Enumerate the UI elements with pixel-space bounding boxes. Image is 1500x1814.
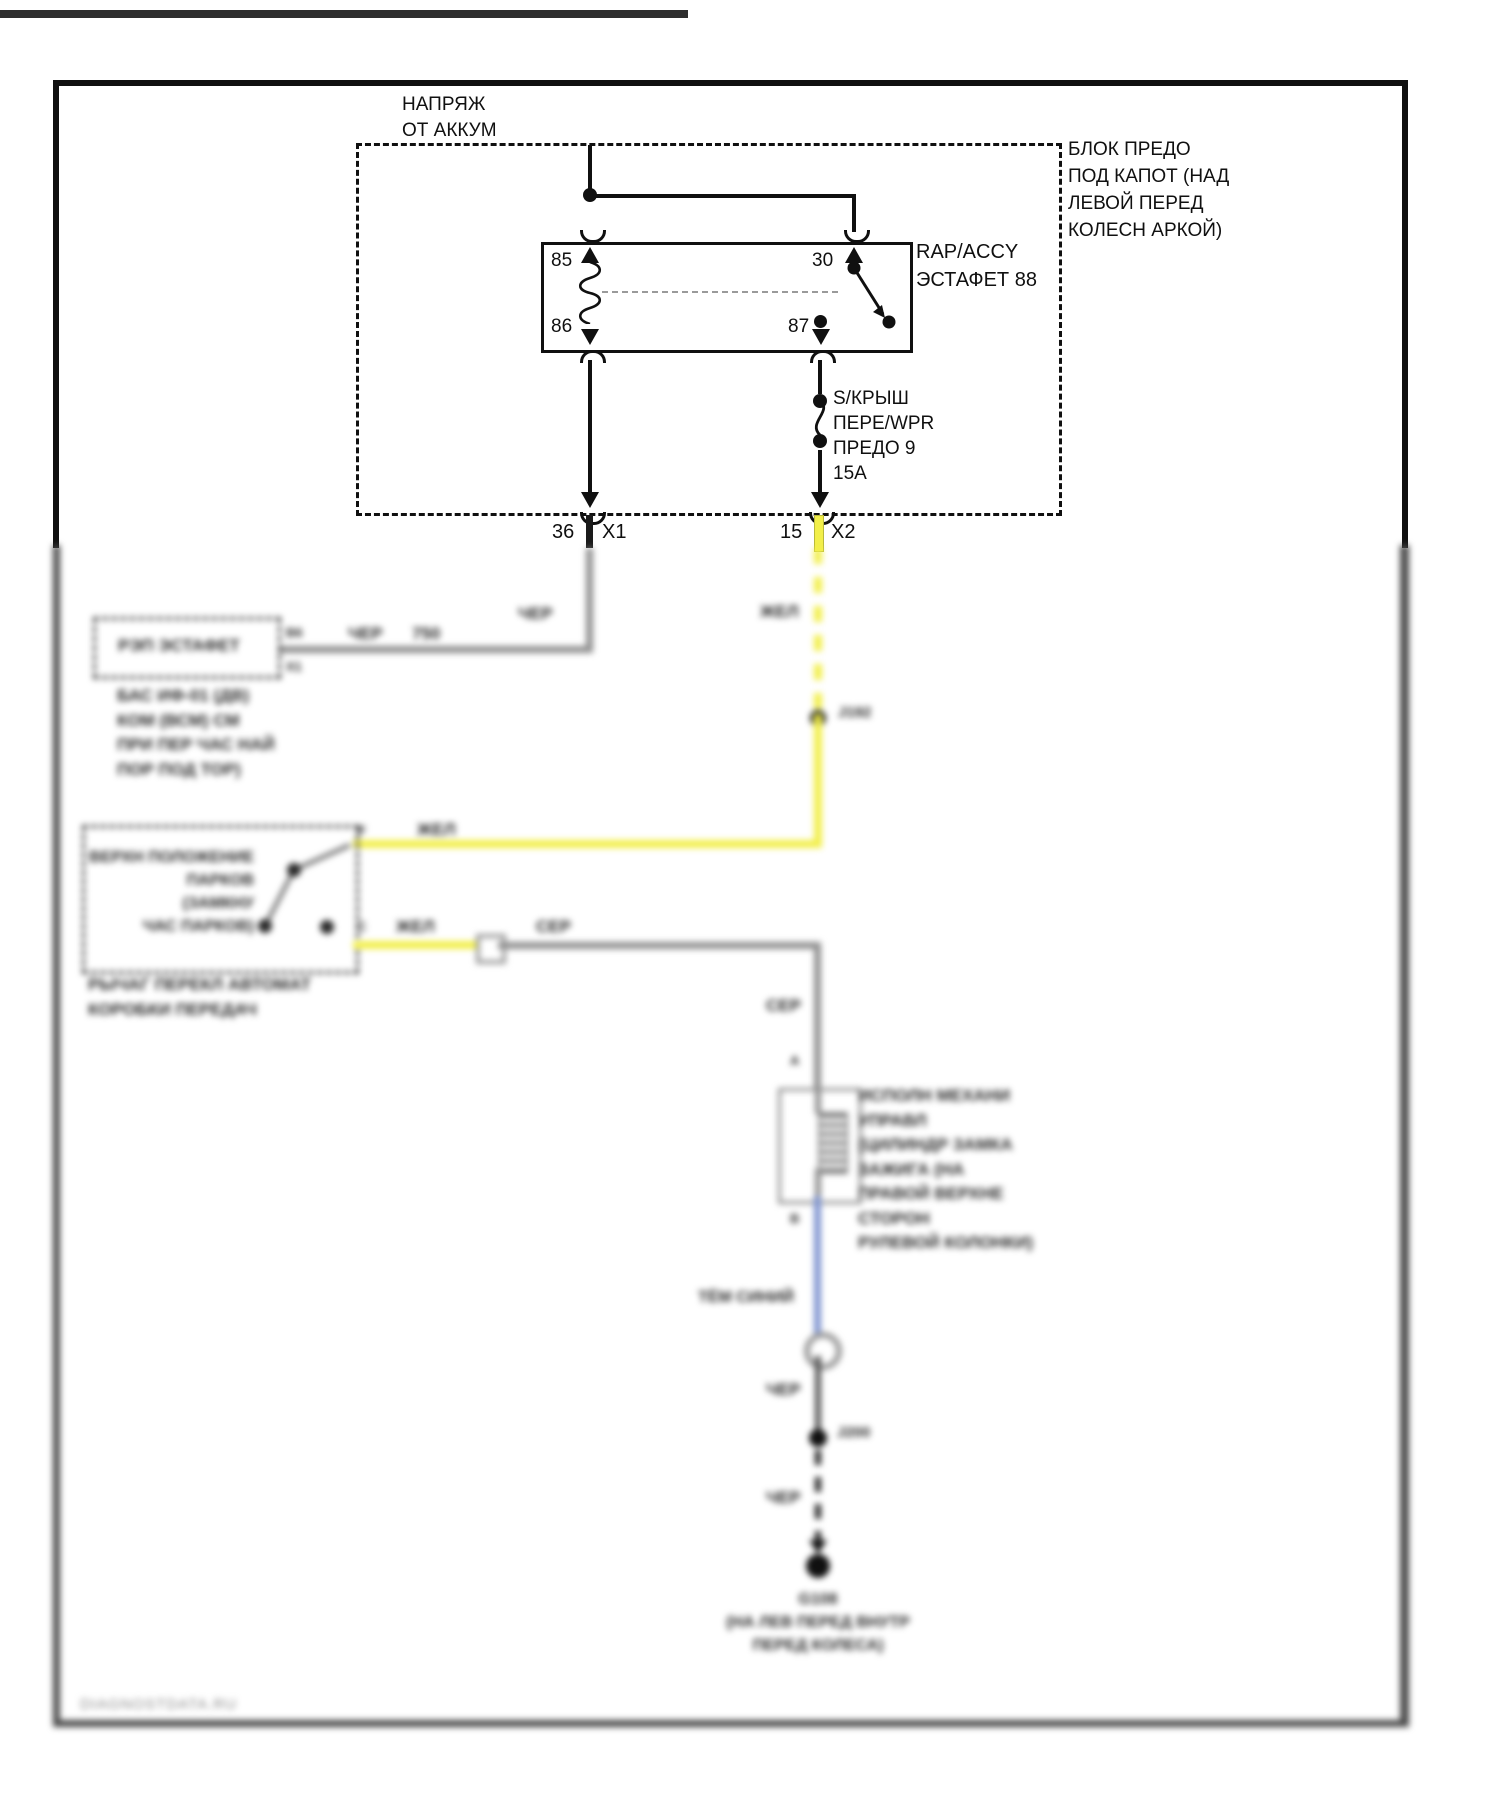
watermark: DIAGNOSTDATA.RU bbox=[80, 1696, 237, 1713]
x1-gray-wire-horizontal bbox=[278, 646, 593, 653]
ground-terminal-icon bbox=[806, 1554, 830, 1578]
ground-caption: G108 (НА ЛЕВ ПЕРЕД ВНУТР ПЕРЕД КОЛЕСА) bbox=[726, 1591, 910, 1654]
lock-cylinder-inner-wire-bottom bbox=[815, 1168, 821, 1198]
relay-pin-87: 87 bbox=[788, 316, 810, 337]
voltage-from-battery-label: НАПРЯЖ ОТ АККУМ bbox=[402, 94, 497, 141]
black-wire-upper bbox=[815, 1356, 821, 1432]
inline-connector-ring-icon bbox=[804, 1332, 842, 1370]
wire-color-label-cher-3: ЧЕР bbox=[766, 1380, 801, 1399]
x2-yellow-wire-solid bbox=[814, 714, 822, 848]
switch-pin-bottom: C bbox=[357, 919, 367, 934]
rap-reference-caption: БАС ИФ-01 (ДВ) КОМ (ВСМ) СМ ПРИ ПЕР ЧАС НАЙ ПОР ПОД ТОР) bbox=[117, 686, 275, 779]
switch-pin-top: F bbox=[358, 823, 366, 838]
wire-color-label-zhel-3: ЖЕЛ bbox=[396, 917, 435, 936]
wire-color-label-blue: ТЁМ СИНИЙ bbox=[698, 1289, 794, 1306]
x1-pin-number: 36 bbox=[552, 521, 575, 543]
gear-switch-inner-label: ВЕРХН ПОЛОЖЕНИЕ ПАРКОВ (ЗАМКНУ ЧАС ПАРКОВ) bbox=[89, 849, 254, 935]
frame-bottom-border bbox=[53, 1720, 1409, 1727]
black-wire-dashed bbox=[815, 1450, 821, 1550]
wire-color-label-cher-2: ЧЕР bbox=[348, 624, 383, 643]
fuse-label: S/КРЫШ ПЕРЕ/WPR ПРЕДО 9 15A bbox=[833, 388, 935, 484]
wire-color-label-zhel-2: ЖЕЛ bbox=[417, 820, 456, 839]
rap-reference-pin-top: B6 bbox=[286, 625, 303, 640]
fuse-block-label: БЛОК ПРЕДО ПОД КАПОТ (НАД ЛЕВОЙ ПЕРЕД КОЛЕСН АРКОЙ) bbox=[1068, 139, 1230, 241]
lock-cylinder-caption: ИСПОЛН МЕХАНИ УПРАВЛ (ЦИЛИНДР ЗАМКА ЗАЖИГА (НА ПРАВОЙ ВЕРХНЕ СТОРОН РУЛЕВОЙ КОЛОНКИ) bbox=[858, 1086, 1034, 1252]
x2-connector-name: X2 bbox=[831, 521, 856, 543]
wire-color-label-ser-2: СЕР bbox=[766, 996, 801, 1015]
relay-pin-86: 86 bbox=[551, 316, 573, 337]
relay-pin-30: 30 bbox=[812, 250, 834, 271]
frame-right-border-bottom bbox=[1400, 545, 1409, 1727]
blue-wire bbox=[814, 1196, 821, 1340]
rap-relay-reference-label: РЭП ЭСТАФЕТ bbox=[118, 636, 240, 655]
relay-pin-85: 85 bbox=[551, 250, 573, 271]
gear-switch-caption: РЫЧАГ ПЕРЕКЛ АВТОМАТ КОРОБКИ ПЕРЕДАЧ bbox=[88, 975, 311, 1019]
x2-yellow-wire-dashed bbox=[814, 548, 822, 712]
wire-color-label-cher-4: ЧЕР bbox=[766, 1488, 801, 1507]
wire-circuit-number-750: 750 bbox=[412, 624, 441, 643]
lock-cylinder-inner-wire-top bbox=[815, 1088, 821, 1114]
gray-wire-horizontal-2 bbox=[498, 942, 820, 949]
relay-label: RAP/ACCY ЭСТАФЕТ 88 bbox=[916, 241, 1037, 291]
frame-left-border-bottom bbox=[53, 545, 60, 1727]
splice-label-2: J200 bbox=[837, 1424, 871, 1441]
gear-switch-contacts-icon bbox=[255, 840, 355, 935]
gray-wire-vertical-2 bbox=[814, 942, 821, 1090]
lock-pin-bottom: B bbox=[790, 1211, 800, 1226]
x1-gray-wire-vertical bbox=[586, 548, 593, 653]
rap-reference-pin-bottom: X1 bbox=[286, 659, 302, 674]
inline-connector-icon bbox=[476, 934, 506, 964]
ground-arrow-icon bbox=[809, 1540, 827, 1554]
lock-pin-top: A bbox=[790, 1053, 800, 1068]
wire-color-label-zhel-1: ЖЕЛ bbox=[760, 602, 799, 621]
splice-dot-2 bbox=[809, 1429, 827, 1447]
x1-connector-name: X1 bbox=[602, 521, 627, 543]
lock-cylinder-element-icon bbox=[818, 1112, 848, 1174]
x2-pin-number: 15 bbox=[780, 521, 803, 543]
wire-color-label-ser-1: СЕР bbox=[536, 917, 571, 936]
wire-color-label-cher-1: ЧЕР bbox=[518, 604, 553, 623]
yellow-wire-from-switch bbox=[353, 941, 477, 949]
splice-label-1: J192 bbox=[838, 704, 872, 721]
